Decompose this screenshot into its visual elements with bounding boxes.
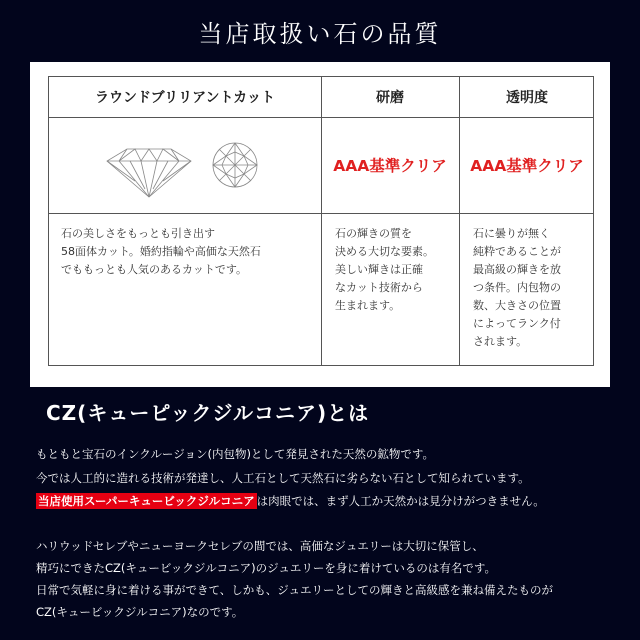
clarity-description: 石に曇りが無く 純粋であることが 最高級の輝きを放 つ条件。内包物の 数、大きさの位置 によってランク付 されます。 [473,227,561,348]
clarity-rating: AAA基準クリア [470,157,584,175]
cz-paragraph1-line2: 今では人工的に造れる技術が発達し、人工石として天然石に劣らない石として知られています。 [36,471,530,485]
cz-paragraph2-line3: 日常で気軽に身に着ける事ができて、しかも、ジュエリーとしての輝きと高級感を兼ね備えたものが [36,583,554,597]
polish-description: 石の輝きの質を 決める大切な要素。 美しい輝きは正確 なカット技術から 生まれます。 [335,227,434,312]
cz-paragraph2-line4: CZ(キュービックジルコニア)なのです。 [36,605,244,619]
cz-section-title: CZ(キューピックジルコニア)とは [46,401,370,425]
cz-paragraph1-line1: もともと宝石のインクルージョン(内包物)として発見された天然の鉱物です。 [36,447,435,461]
cz-paragraph2-line1: ハリウッドセレブやニューヨークセレブの間では、高価なジュエリーは大切に保管し、 [36,539,484,553]
cz-paragraph2-line2: 精巧にできたCZ(キュービックジルコニア)のジュエリーを身に着けているのは有名です。 [36,561,496,575]
highlight-badge: 当店使用スーパーキュービックジルコニア [38,494,255,508]
header-polish: 研磨 [376,90,404,106]
diamond-top-icon [211,141,259,189]
page-title: 当店取扱い石の品質 [198,20,442,48]
header-cut: ラウンドブリリアントカット [95,90,275,106]
cz-highlight-line [36,492,545,511]
diamond-side-icon [105,147,193,199]
highlight-suffix: は肉眼では、まず人工か天然かは見分けがつきません。 [256,494,545,508]
header-clarity: 透明度 [506,90,548,106]
polish-rating: AAA基準クリア [333,157,447,175]
quality-table [48,76,594,366]
quality-table-panel [30,62,610,387]
cut-description: 石の美しさをもっとも引き出す 58面体カット。婚約指輪や高価な天然石 でももっとも人気のあるカットです。 [61,227,261,276]
